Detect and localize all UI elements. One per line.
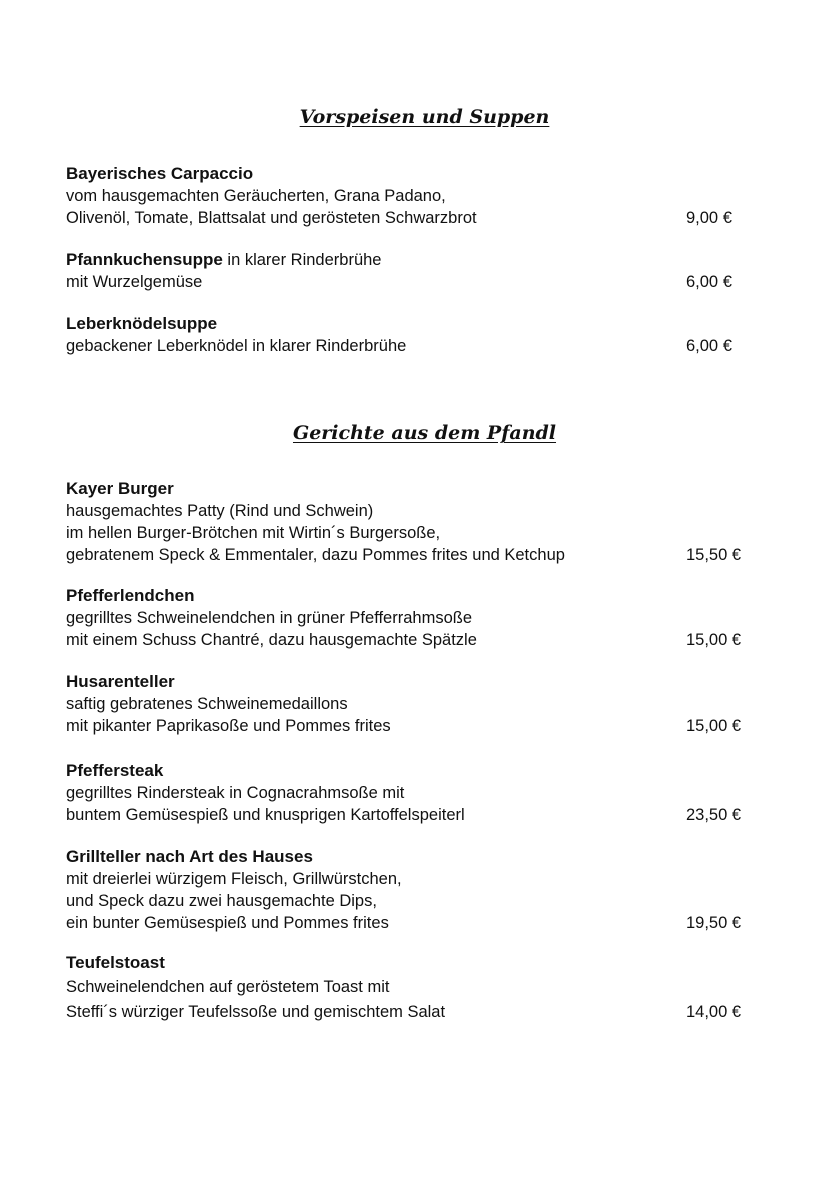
item-name: Pfeffersteak <box>66 761 164 780</box>
item-price: 15,00 € <box>686 717 742 735</box>
item-price: 14,00 € <box>686 1003 742 1021</box>
item-description: hausgemachtes Patty (Rind und Schwein) <box>66 502 374 520</box>
menu-item-bayerisches-carpaccio <box>66 163 756 229</box>
item-description: und Speck dazu zwei hausgemachte Dips, <box>66 892 377 910</box>
item-description: vom hausgemachten Geräucherten, Grana Padano, <box>66 187 446 205</box>
menu-item-pfefferlendchen <box>66 585 756 651</box>
item-description: Olivenöl, Tomate, Blattsalat und gerösteten Schwarzbrot <box>66 209 477 227</box>
section-title-gerichte: Gerichte aus dem Pfandl <box>292 422 557 444</box>
item-description: mit einem Schuss Chantré, dazu hausgemachte Spätzle <box>66 631 477 649</box>
item-description: im hellen Burger-Brötchen mit Wirtin´s Burgersoße, <box>66 524 441 542</box>
item-description: saftig gebratenes Schweinemedaillons <box>66 695 348 713</box>
item-price: 23,50 € <box>686 806 742 824</box>
item-description: gegrilltes Schweinelendchen in grüner Pfefferrahmsoße <box>66 609 473 627</box>
item-price: 19,50 € <box>686 914 742 932</box>
item-name: Bayerisches Carpaccio <box>66 164 254 183</box>
item-name: Pfannkuchensuppe <box>66 250 223 269</box>
item-name: Teufelstoast <box>66 953 165 972</box>
item-name: Leberknödelsuppe <box>66 314 218 333</box>
item-price: 6,00 € <box>686 273 732 291</box>
item-description: Steffi´s würziger Teufelssoße und gemischtem Salat <box>66 1003 446 1021</box>
item-name: Pfefferlendchen <box>66 586 195 605</box>
section-title-vorspeisen: Vorspeisen und Suppen <box>299 106 550 128</box>
item-description: ein bunter Gemüsespieß und Pommes frites <box>66 914 389 932</box>
menu-item-husarenteller <box>66 671 756 737</box>
item-price: 6,00 € <box>686 337 732 355</box>
item-name: Grillteller nach Art des Hauses <box>66 847 313 866</box>
item-description: gegrilltes Rindersteak in Cognacrahmsoße mit <box>66 784 405 802</box>
item-price: 9,00 € <box>686 209 732 227</box>
item-description: mit pikanter Paprikasoße und Pommes frites <box>66 717 391 735</box>
item-price: 15,50 € <box>686 546 742 564</box>
item-description: Schweinelendchen auf geröstetem Toast mit <box>66 978 390 996</box>
item-description: buntem Gemüsespieß und knusprigen Kartoffelspeiterl <box>66 806 465 824</box>
menu-item-teufelstoast <box>66 952 756 1023</box>
menu-item-pfannkuchensuppe <box>66 249 756 293</box>
item-description: mit Wurzelgemüse <box>66 273 203 291</box>
item-name-suffix: in klarer Rinderbrühe <box>222 251 382 269</box>
item-name: Husarenteller <box>66 672 175 691</box>
menu-item-pfeffersteak <box>66 760 756 826</box>
item-price: 15,00 € <box>686 631 742 649</box>
item-description: gebratenem Speck & Emmentaler, dazu Pommes frites und Ketchup <box>66 546 565 564</box>
menu-item-kayer-burger <box>66 478 756 566</box>
menu-item-grillteller <box>66 846 756 934</box>
item-description: mit dreierlei würzigem Fleisch, Grillwürstchen, <box>66 870 402 888</box>
menu-item-leberknoedelsuppe <box>66 313 756 357</box>
item-name: Kayer Burger <box>66 479 174 498</box>
item-description: gebackener Leberknödel in klarer Rinderbrühe <box>66 337 407 355</box>
